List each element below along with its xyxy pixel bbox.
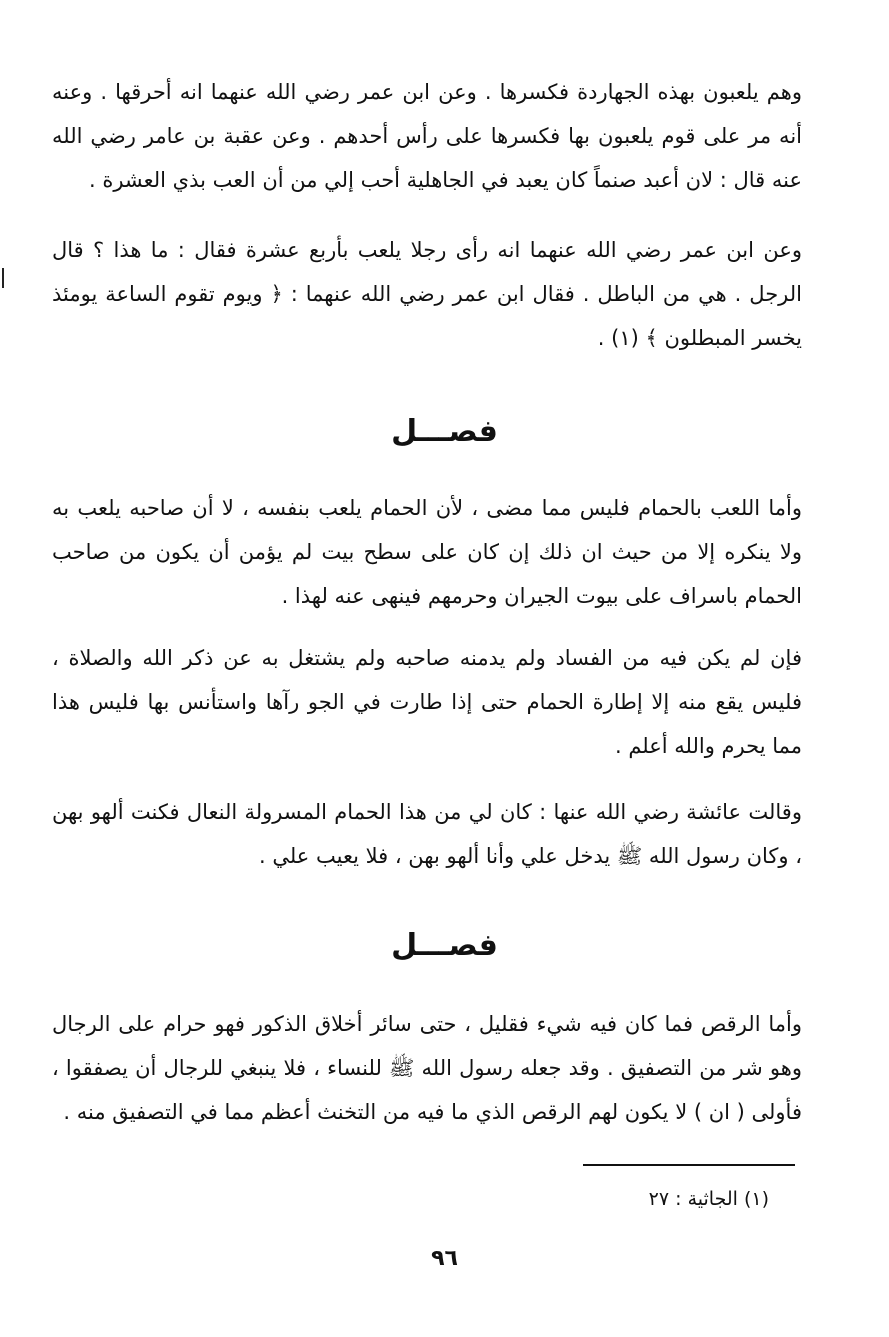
paragraph-2: وعن ابن عمر رضي الله عنهما انه رأى رجلا يلعب بأربع عشرة فقال : ما هذا ؟ قال الرجل . هي من الباطل . فقال ابن عمر رضي الله عنهما : ﴿ ويوم تقوم الساعة يومئذ يخسر المبطلون ﴾ (١) . [52, 238, 802, 350]
paragraph-6: وأما الرقص فما كان فيه شيء فقليل ، حتى سائر أخلاق الذكور فهو حرام على الرجال وهو شر من التصفيق . وقد جعله رسول الله ﷺ للنساء ، فلا ينبغي للرجال أن يصفقوا ، فأولى ( ان ) لا يكون لهم الرقص الذي ما فيه من التخنث أعظم مما في التصفيق منه . [52, 1012, 802, 1124]
section-heading-2: فصـــل [391, 928, 498, 963]
paragraph-3: وأما اللعب بالحمام فليس مما مضى ، لأن الحمام يلعب بنفسه ، لا أن صاحبه يلعب به ولا ينكره إلا من حيث ان ذلك إن كان على سطح بيت لم يؤمن أن يكون من صاحب الحمام باسراف على بيوت الجيران وحرمهم فينهى عنه لهذا . [52, 496, 802, 608]
footnote: (١) الجاثية : ٢٧ [648, 1188, 769, 1210]
page-number: ٩٦ [431, 1246, 458, 1271]
footnote-divider [583, 1164, 795, 1166]
paragraph-1: وهم يلعبون بهذه الجهاردة فكسرها . وعن ابن عمر رضي الله عنهما انه أحرقها . وعنه أنه مر على قوم يلعبون بها فكسرها على رأس أحدهم . وعن عقبة بن عامر رضي الله عنه قال : لان أعبد صنماً كان يعبد في الجاهلية أحب إلي من أن العب بذي العشرة . [52, 80, 802, 192]
paragraph-4: فإن لم يكن فيه من الفساد ولم يدمنه صاحبه ولم يشتغل به عن ذكر الله والصلاة ، فليس يقع منه إلا إطارة الحمام حتى إذا طارت في الجو رآها واستأنس بها فليس هذا مما يحرم والله أعلم . [52, 646, 802, 758]
paragraph-5: وقالت عائشة رضي الله عنها : كان لي من هذا الحمام المسرولة النعال فكنت ألهو بهن ، وكان رسول الله ﷺ يدخل علي وأنا ألهو بهن ، فلا يعيب علي . [52, 800, 802, 868]
section-heading-1: فصـــل [391, 414, 498, 449]
margin-mark [2, 268, 4, 288]
